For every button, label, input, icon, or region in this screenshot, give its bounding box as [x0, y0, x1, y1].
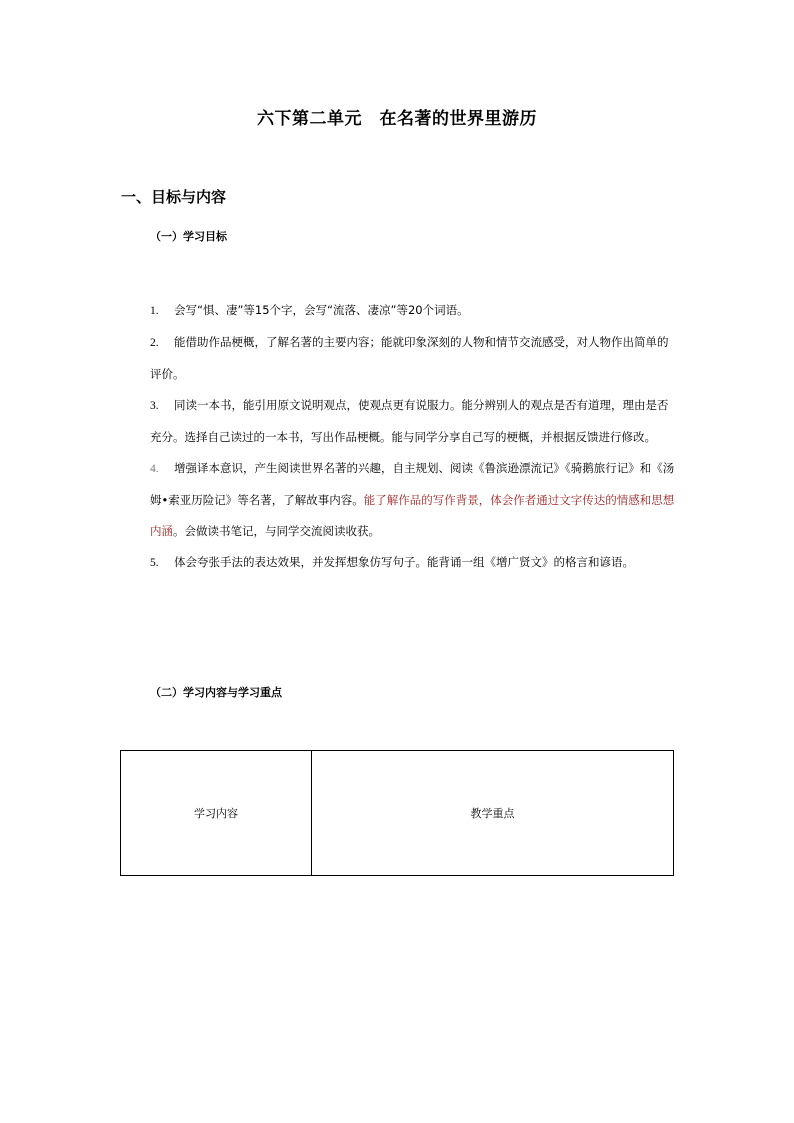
table-header-learning-content: 学习内容	[121, 751, 312, 876]
table-header-teaching-focus: 教学重点	[312, 751, 674, 876]
goal-item-1	[150, 295, 676, 327]
goal-text: 会写“惧、凄”等15个字，会写“流落、凄凉”等20个词语。	[174, 303, 469, 317]
subheading-learning-goals: （一）学习目标	[150, 230, 227, 243]
goal-item-3	[150, 390, 676, 453]
section-heading: 一、目标与内容	[121, 188, 227, 206]
goal-text: 同读一本书，能引用原文说明观点，使观点更有说服力。能分辨别人的观点是否有道理，理由是否充分。选择自己读过的一本书，写出作品梗概。能与同学分享自己写的梗概，并根据反馈进行修改。	[150, 398, 669, 444]
learning-goals-list	[150, 295, 676, 579]
table-row	[121, 751, 674, 876]
goal-number: 2.	[150, 337, 159, 349]
goal-item-5	[150, 547, 676, 579]
goal-number: 5.	[150, 557, 159, 569]
content-table	[120, 750, 674, 876]
goal-item-2	[150, 327, 676, 390]
goal-text-highlight: 能了解作品的写作背景，体会作者通过文字传达的情感和思想内涵	[150, 493, 675, 538]
goal-text: 。会做读书笔记，与同学交流阅读收获。	[173, 524, 380, 538]
goal-number: 4.	[150, 463, 159, 475]
goal-text: 能借助作品梗概，了解名著的主要内容；能就印象深刻的人物和情节交流感受，对人物作出简单的评价。	[150, 335, 669, 381]
goal-number: 3.	[150, 400, 159, 412]
page-title: 六下第二单元 在名著的世界里游历	[257, 109, 537, 129]
goal-text: 增强译本意识，产生阅读世界名著的兴趣，自主规划、阅读《鲁滨逊漂流记》《骑鹅旅行记》和《汤姆•索亚历险记》等名著，了解故事内容。	[150, 461, 675, 507]
goal-item-4	[150, 453, 676, 547]
subheading-content-and-focus: （二）学习内容与学习重点	[150, 686, 282, 699]
goal-number: 1.	[150, 305, 159, 317]
goal-text: 体会夸张手法的表达效果，并发挥想象仿写句子。能背诵一组《增广贤文》的格言和谚语。	[174, 555, 634, 569]
